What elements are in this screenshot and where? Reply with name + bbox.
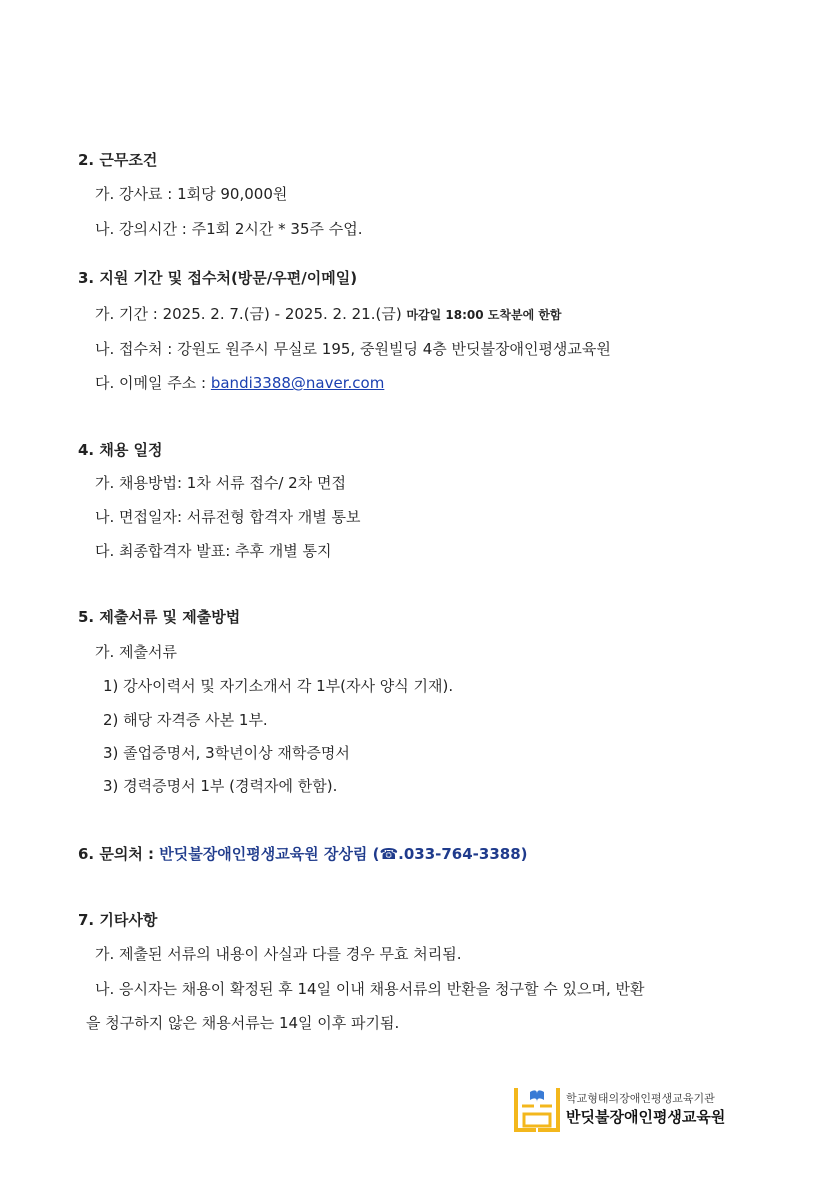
section-5-subitem-4: 3) 경력증명서 1부 (경력자에 한함).: [103, 777, 338, 795]
section-7-item-b-line1: 나. 응시자는 채용이 확정된 후 14일 이내 채용서류의 반환을 청구할 수 있으며, 반환: [95, 980, 645, 998]
section-4-item-c: 다. 최종합격자 발표: 추후 개별 통지: [95, 542, 332, 560]
section-5-subitem-3: 3) 졸업증명서, 3학년이상 재학증명서: [103, 744, 350, 762]
section-4-item-b: 나. 면접일자: 서류전형 합격자 개별 통보: [95, 508, 361, 526]
section-7-item-b-line2: 을 청구하지 않은 채용서류는 14일 이후 파기됨.: [86, 1014, 400, 1032]
period-text: 가. 기간 : 2025. 2. 7.(금) - 2025. 2. 21.(금): [95, 305, 402, 323]
section-3-item-a: [95, 304, 562, 325]
section-7-item-a: 가. 제출된 서류의 내용이 사실과 다를 경우 무효 처리됨.: [95, 945, 462, 963]
email-link[interactable]: bandi3388@naver.com: [210, 374, 385, 392]
section-6-heading: [78, 844, 528, 864]
email-label: 다. 이메일 주소 :: [95, 374, 211, 392]
logo-subtitle: 학교형태의장애인평생교육기관: [566, 1092, 715, 1105]
contact-label: 6. 문의처 :: [78, 845, 160, 863]
section-2-item-a: 가. 강사료 : 1회당 90,000원: [95, 185, 288, 203]
section-5-item-a: 가. 제출서류: [95, 643, 177, 661]
contact-info: 반딧불장애인평생교육원 장상림 (☎.033-764-3388): [159, 845, 528, 863]
section-2-heading: 2. 근무조건: [78, 151, 158, 169]
organization-logo: [512, 1084, 752, 1134]
section-3-item-c: [95, 373, 384, 393]
section-5-subitem-1: 1) 강사이력서 및 자기소개서 각 1부(자사 양식 기재).: [103, 677, 454, 695]
section-3-heading: 3. 지원 기간 및 접수처(방문/우편/이메일): [78, 269, 358, 287]
section-7-heading: 7. 기타사항: [78, 911, 158, 929]
section-5-subitem-2: 2) 해당 자격증 사본 1부.: [103, 711, 268, 729]
section-2-item-b: 나. 강의시간 : 주1회 2시간 * 35주 수업.: [95, 220, 363, 238]
section-5-heading: 5. 제출서류 및 제출방법: [78, 608, 241, 626]
book-logo-icon: [512, 1084, 562, 1134]
section-4-heading: 4. 채용 일정: [78, 441, 163, 459]
deadline-note: 마감일 18:00 도착분에 한함: [406, 308, 562, 322]
section-4-item-a: 가. 채용방법: 1차 서류 접수/ 2차 면접: [95, 474, 346, 492]
logo-name: 반딧불장애인평생교육원: [566, 1108, 726, 1126]
section-3-item-b: 나. 접수처 : 강원도 원주시 무실로 195, 중원빌딩 4층 반딧불장애인평생교육원: [95, 340, 611, 358]
